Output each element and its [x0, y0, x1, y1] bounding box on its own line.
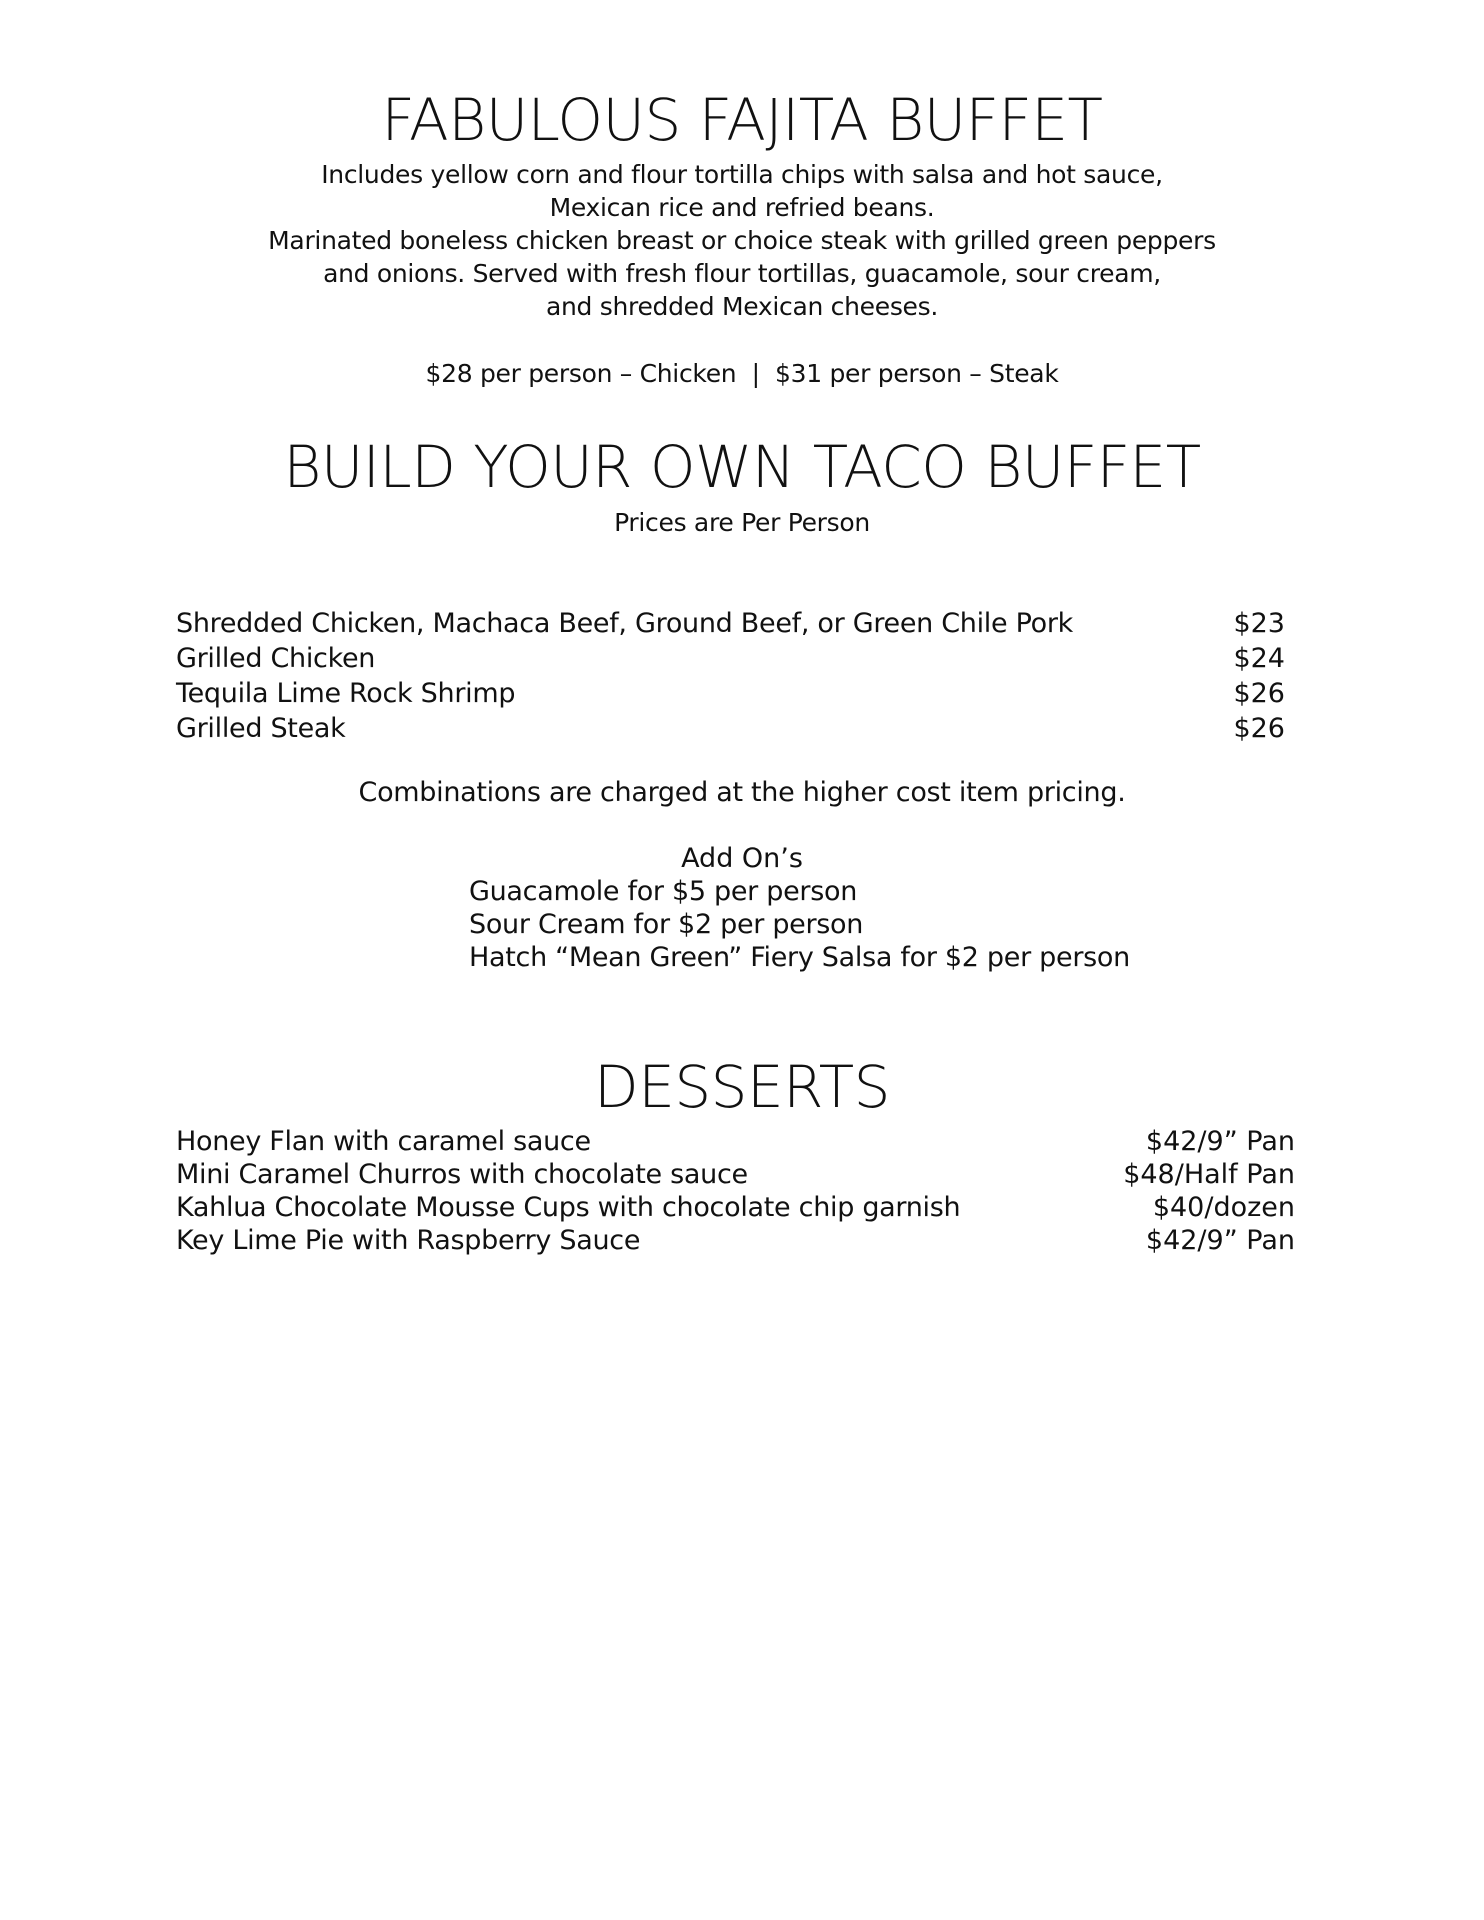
taco-item-price: $26 [1233, 678, 1285, 709]
dessert-item-name: Key Lime Pie with Raspberry Sauce [176, 1225, 641, 1256]
fajita-description-line: and onions. Served with fresh flour tortillas, guacamole, sour cream, [323, 259, 1161, 288]
taco-item-price: $24 [1233, 643, 1285, 674]
desserts-title: DESSERTS [594, 1053, 890, 1121]
dessert-item-name: Kahlua Chocolate Mousse Cups with chocolate chip garnish [176, 1192, 961, 1223]
fajita-description-line: Mexican rice and refried beans. [549, 193, 935, 222]
addon-item: Guacamole for $5 per person [469, 876, 858, 907]
taco-item-name: Shredded Chicken, Machaca Beef, Ground Beef, or Green Chile Pork [176, 608, 1073, 639]
dessert-item-price: $40/dozen [1152, 1192, 1295, 1223]
fajita-title: FABULOUS FAJITA BUFFET [381, 86, 1103, 154]
taco-item-name: Tequila Lime Rock Shrimp [176, 678, 516, 709]
fajita-description [0, 158, 1484, 323]
dessert-item-price: $48/Half Pan [1123, 1159, 1295, 1190]
taco-item-name: Grilled Chicken [176, 643, 376, 674]
fajita-description-line: Includes yellow corn and flour tortilla chips with salsa and hot sauce, [321, 160, 1163, 189]
addons-title: Add On’s [681, 843, 803, 874]
taco-item-price: $23 [1233, 608, 1285, 639]
fajita-pricing: $28 per person – Chicken | $31 per person – Steak [425, 359, 1059, 388]
taco-item-price: $26 [1233, 713, 1285, 744]
fajita-description-line: Marinated boneless chicken breast or choice steak with grilled green peppers [268, 226, 1216, 255]
taco-title: BUILD YOUR OWN TACO BUFFET [283, 433, 1201, 501]
dessert-item-price: $42/9” Pan [1145, 1225, 1295, 1256]
dessert-item-name: Honey Flan with caramel sauce [176, 1126, 591, 1157]
addon-item: Sour Cream for $2 per person [469, 909, 864, 940]
taco-item-name: Grilled Steak [176, 713, 346, 744]
taco-combination-note: Combinations are charged at the higher cost item pricing. [358, 777, 1126, 808]
dessert-item-price: $42/9” Pan [1145, 1126, 1295, 1157]
addon-item: Hatch “Mean Green” Fiery Salsa for $2 per person [469, 942, 1130, 973]
dessert-item-name: Mini Caramel Churros with chocolate sauce [176, 1159, 748, 1190]
taco-subtitle: Prices are Per Person [614, 508, 870, 537]
fajita-description-line: and shredded Mexican cheeses. [545, 292, 939, 321]
